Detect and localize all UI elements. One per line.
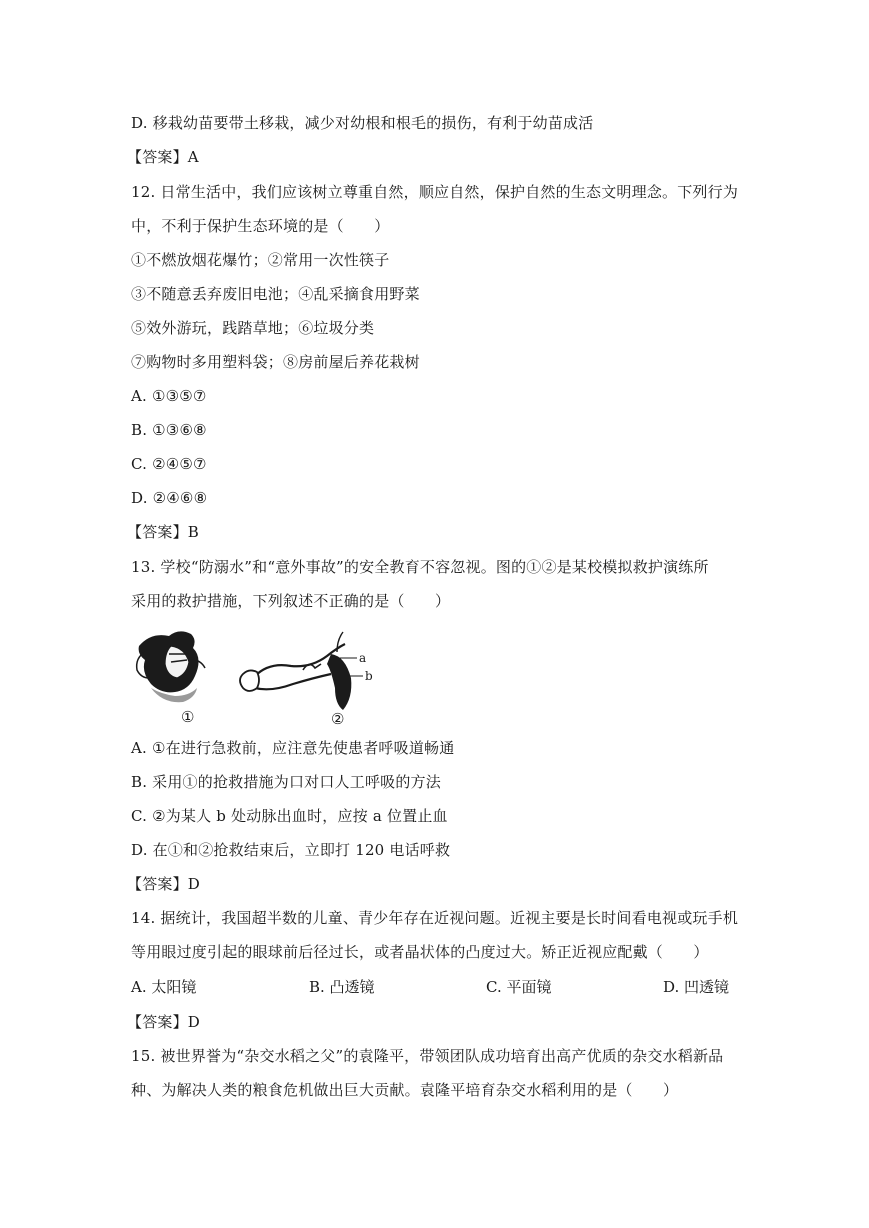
q14-option-b: B. 凸透镜 (309, 978, 375, 996)
q12-items-line4: ⑦购物时多用塑料袋；⑧房前屋后养花栽树 (131, 353, 420, 371)
q13-option-d: D. 在①和②抢救结束后，立即打 120 电话呼救 (131, 841, 451, 859)
q14-stem-line1: 14. 据统计，我国超半数的儿童、青少年存在近视问题。近视主要是长时间看电视或玩手机 (131, 909, 739, 927)
q14-option-d: D. 凹透镜 (663, 978, 730, 996)
figure-label-b: b (365, 669, 373, 683)
q11-answer: 【答案】A (127, 148, 199, 166)
q13-stem-line1: 13. 学校“防溺水”和“意外事故”的安全教育不容忽视。图的①②是某校模拟救护演练所 (131, 558, 709, 576)
q13-option-a: A. ①在进行急救前，应注意先使患者呼吸道畅通 (131, 739, 455, 757)
q12-option-a: A. ①③⑤⑦ (131, 387, 207, 405)
q13-option-b: B. 采用①的抢救措施为口对口人工呼吸的方法 (131, 773, 441, 791)
q12-stem-line2: 中，不利于保护生态环境的是（ ） (131, 217, 390, 235)
figure-label-1: ① (181, 708, 195, 726)
figure-1-mouth-to-mouth-image (137, 631, 205, 702)
q12-stem-line1: 12. 日常生活中，我们应该树立尊重自然，顺应自然，保护自然的生态文明理念。下列行为 (131, 183, 739, 201)
q13-option-c: C. ②为某人 b 处动脉出血时，应按 a 位置止血 (131, 807, 448, 825)
figure-2-arm-bleeding-image (240, 632, 363, 710)
q14-stem-line2: 等用眼过度引起的眼球前后径过长，或者晶状体的凸度过大。矫正近视应配戴（ ） (131, 943, 709, 961)
q14-option-a: A. 太阳镜 (131, 978, 197, 996)
q12-option-d: D. ②④⑥⑧ (131, 489, 208, 507)
figure-label-a: a (359, 651, 367, 665)
q12-option-c: C. ②④⑤⑦ (131, 455, 207, 473)
q12-answer: 【答案】B (127, 523, 200, 541)
first-aid-illustration (131, 618, 391, 728)
q11-option-d: D. 移栽幼苗要带土移栽，减少对幼根和根毛的损伤，有利于幼苗成活 (131, 114, 594, 132)
figure-label-2: ② (331, 710, 345, 728)
q12-items-line2: ③不随意丢弃废旧电池；④乱采摘食用野菜 (131, 285, 420, 303)
q14-option-c: C. 平面镜 (486, 978, 552, 996)
q12-items-line3: ⑤效外游玩，践踏草地；⑥垃圾分类 (131, 319, 375, 337)
q14-answer: 【答案】D (127, 1013, 201, 1031)
q15-stem-line2: 种、为解决人类的粮食危机做出巨大贡献。袁隆平培育杂交水稻利用的是（ ） (131, 1081, 679, 1099)
first-aid-figure (131, 618, 391, 728)
q12-items-line1: ①不燃放烟花爆竹；②常用一次性筷子 (131, 251, 390, 269)
q13-stem-line2: 采用的救护措施，下列叙述不正确的是（ ） (131, 592, 451, 610)
q13-answer: 【答案】D (127, 875, 201, 893)
q15-stem-line1: 15. 被世界誉为“杂交水稻之父”的袁隆平，带领团队成功培育出高产优质的杂交水稻新品 (131, 1047, 724, 1065)
q12-option-b: B. ①③⑥⑧ (131, 421, 207, 439)
